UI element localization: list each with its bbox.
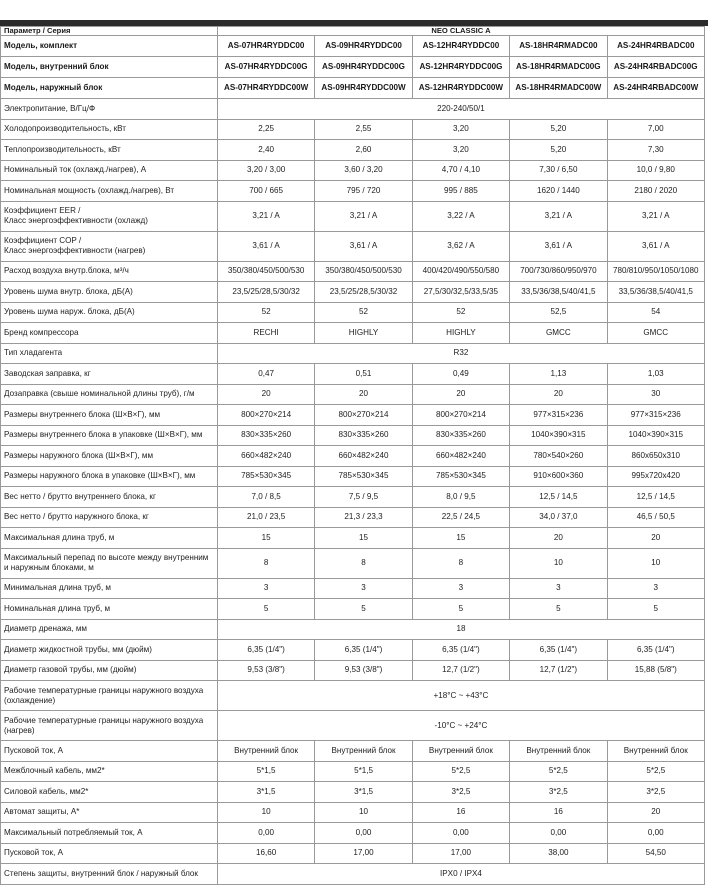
value-cell: 910×600×360: [510, 466, 607, 487]
value-cell: 21,0 / 23,5: [217, 507, 314, 528]
param-label: Автомат защиты, А*: [1, 802, 218, 823]
model-value-cell: AS-09HR4RYDDC00W: [315, 78, 412, 99]
value-cell: 54,50: [607, 843, 704, 864]
value-cell: 5: [315, 599, 412, 620]
model-row: [1, 57, 705, 78]
spec-row: [1, 823, 705, 844]
model-value-cell: AS-18HR4RMADC00W: [510, 78, 607, 99]
spec-row: [1, 181, 705, 202]
value-cell: 12,5 / 14,5: [510, 487, 607, 508]
model-value-cell: AS-07HR4RYDDC00G: [217, 57, 314, 78]
value-cell: 785×530×345: [412, 466, 509, 487]
value-cell: 52: [315, 302, 412, 323]
value-cell: 23,5/25/28,5/30/32: [315, 282, 412, 303]
param-label: Диаметр дренажа, мм: [1, 619, 218, 640]
value-cell: 780/810/950/1050/1080: [607, 261, 704, 282]
value-cell: 2,60: [315, 140, 412, 161]
value-cell: 3*1,5: [217, 782, 314, 803]
param-label: Заводская заправка, кг: [1, 364, 218, 385]
value-cell: 3,21 / A: [217, 201, 314, 231]
param-label: Коэффициент COP / Класс энергоэффективности (нагрев): [1, 231, 218, 261]
value-cell: 350/380/450/500/530: [315, 261, 412, 282]
value-cell: 8: [315, 548, 412, 578]
value-cell: 2180 / 2020: [607, 181, 704, 202]
spec-row: [1, 384, 705, 405]
value-cell: 2,25: [217, 119, 314, 140]
value-cell: 15: [315, 528, 412, 549]
value-cell: 3,61 / A: [607, 231, 704, 261]
value-cell: 780×540×260: [510, 446, 607, 467]
param-label: Максимальный перепад по высоте между внутренним и наружным блоками, м: [1, 548, 218, 578]
value-cell: 3,20: [412, 140, 509, 161]
value-cell: 1,13: [510, 364, 607, 385]
param-series-label: Параметр / Серия: [1, 27, 218, 36]
value-cell: 15: [217, 528, 314, 549]
value-cell: 5*2,5: [412, 761, 509, 782]
value-cell: 3: [315, 578, 412, 599]
merged-value-cell: +18°C ~ +43°C: [217, 681, 704, 711]
value-cell: 10,0 / 9,80: [607, 160, 704, 181]
param-label: Размеры наружного блока в упаковке (Ш×В×Г), мм: [1, 466, 218, 487]
value-cell: 7,0 / 8,5: [217, 487, 314, 508]
value-cell: HIGHLY: [412, 323, 509, 344]
value-cell: 785×530×345: [217, 466, 314, 487]
spec-row: [1, 302, 705, 323]
value-cell: 1620 / 1440: [510, 181, 607, 202]
value-cell: RECHI: [217, 323, 314, 344]
value-cell: 16,60: [217, 843, 314, 864]
value-cell: 2,40: [217, 140, 314, 161]
value-cell: 16: [510, 802, 607, 823]
value-cell: 0,00: [510, 823, 607, 844]
value-cell: 3: [412, 578, 509, 599]
param-label: Пусковой ток, А: [1, 843, 218, 864]
value-cell: 700 / 665: [217, 181, 314, 202]
value-cell: 8,0 / 9,5: [412, 487, 509, 508]
value-cell: 7,30: [607, 140, 704, 161]
value-cell: 5: [607, 599, 704, 620]
value-cell: 0,00: [315, 823, 412, 844]
param-label: Холодопроизводительность, кВт: [1, 119, 218, 140]
value-cell: 38,00: [510, 843, 607, 864]
model-value-cell: AS-24HR4RBADC00: [607, 36, 704, 57]
value-cell: 3,21 / A: [607, 201, 704, 231]
value-cell: 660×482×240: [412, 446, 509, 467]
value-cell: Внутренний блок: [412, 741, 509, 762]
spec-row: [1, 741, 705, 762]
value-cell: 5,20: [510, 140, 607, 161]
value-cell: 830×335×260: [412, 425, 509, 446]
param-label: Электропитание, В/Гц/Ф: [1, 99, 218, 120]
value-cell: 3: [217, 578, 314, 599]
value-cell: 3,61 / A: [315, 231, 412, 261]
model-value-cell: AS-12HR4RYDDC00: [412, 36, 509, 57]
model-row-label: Модель, внутренний блок: [1, 57, 218, 78]
value-cell: 795 / 720: [315, 181, 412, 202]
value-cell: 0,49: [412, 364, 509, 385]
param-label: Диаметр газовой трубы, мм (дюйм): [1, 660, 218, 681]
value-cell: 830×335×260: [217, 425, 314, 446]
spec-row: [1, 323, 705, 344]
top-bar: [0, 0, 708, 22]
model-value-cell: AS-09HR4RYDDC00G: [315, 57, 412, 78]
value-cell: 34,0 / 37,0: [510, 507, 607, 528]
model-row: [1, 36, 705, 57]
spec-row: [1, 548, 705, 578]
spec-row: [1, 466, 705, 487]
model-value-cell: AS-12HR4RYDDC00G: [412, 57, 509, 78]
value-cell: 23,5/25/28,5/30/32: [217, 282, 314, 303]
spec-row: [1, 405, 705, 426]
value-cell: 400/420/490/550/580: [412, 261, 509, 282]
spec-row: [1, 425, 705, 446]
spec-row: [1, 578, 705, 599]
value-cell: 3,21 / A: [315, 201, 412, 231]
value-cell: 54: [607, 302, 704, 323]
value-cell: 20: [607, 528, 704, 549]
value-cell: 0,00: [607, 823, 704, 844]
spec-row: [1, 201, 705, 231]
value-cell: 3*2,5: [510, 782, 607, 803]
value-cell: 46,5 / 50,5: [607, 507, 704, 528]
value-cell: 52,5: [510, 302, 607, 323]
value-cell: 800×270×214: [412, 405, 509, 426]
spec-row: [1, 343, 705, 364]
value-cell: 27,5/30/32,5/33,5/35: [412, 282, 509, 303]
value-cell: 6,35 (1/4"): [412, 640, 509, 661]
value-cell: 6,35 (1/4"): [217, 640, 314, 661]
spec-row: [1, 231, 705, 261]
spec-row: [1, 681, 705, 711]
value-cell: 2,55: [315, 119, 412, 140]
value-cell: 10: [315, 802, 412, 823]
value-cell: GMCC: [607, 323, 704, 344]
model-value-cell: AS-24HR4RBADC00G: [607, 57, 704, 78]
value-cell: 3,21 / A: [510, 201, 607, 231]
param-label: Дозаправка (свыше номинальной длины труб), г/м: [1, 384, 218, 405]
value-cell: 7,30 / 6,50: [510, 160, 607, 181]
spec-row: [1, 282, 705, 303]
value-cell: 17,00: [315, 843, 412, 864]
value-cell: Внутренний блок: [607, 741, 704, 762]
spec-row: [1, 140, 705, 161]
spec-row: [1, 487, 705, 508]
value-cell: 10: [217, 802, 314, 823]
value-cell: 12,7 (1/2"): [510, 660, 607, 681]
model-row-label: Модель, наружный блок: [1, 78, 218, 99]
value-cell: 7,5 / 9,5: [315, 487, 412, 508]
value-cell: 3,22 / A: [412, 201, 509, 231]
spec-row: [1, 782, 705, 803]
param-label: Номинальная длина труб, м: [1, 599, 218, 620]
spec-row: [1, 160, 705, 181]
spec-row: [1, 864, 705, 885]
value-cell: 10: [607, 548, 704, 578]
param-label: Номинальная мощность (охлажд./нагрев), Вт: [1, 181, 218, 202]
value-cell: 17,00: [412, 843, 509, 864]
spec-row: [1, 619, 705, 640]
value-cell: 3*1,5: [315, 782, 412, 803]
value-cell: Внутренний блок: [510, 741, 607, 762]
value-cell: 1040×390×315: [607, 425, 704, 446]
value-cell: 15,88 (5/8"): [607, 660, 704, 681]
value-cell: 660×482×240: [217, 446, 314, 467]
param-label: Силовой кабель, мм2*: [1, 782, 218, 803]
param-label: Размеры внутреннего блока в упаковке (Ш×В×Г), мм: [1, 425, 218, 446]
param-label: Теплопроизводительность, кВт: [1, 140, 218, 161]
model-value-cell: AS-18HR4RMADC00G: [510, 57, 607, 78]
param-label: Межблочный кабель, мм2*: [1, 761, 218, 782]
merged-value-cell: 18: [217, 619, 704, 640]
value-cell: 5,20: [510, 119, 607, 140]
param-label: Номинальный ток (охлажд./нагрев), А: [1, 160, 218, 181]
value-cell: 5*2,5: [607, 761, 704, 782]
spec-row: [1, 507, 705, 528]
value-cell: 20: [510, 528, 607, 549]
series-row: [1, 27, 705, 36]
value-cell: 20: [510, 384, 607, 405]
param-label: Бренд компрессора: [1, 323, 218, 344]
param-label: Уровень шума наруж. блока, дБ(А): [1, 302, 218, 323]
spec-row: [1, 119, 705, 140]
spec-row: [1, 711, 705, 741]
param-label: Тип хладагента: [1, 343, 218, 364]
value-cell: 9,53 (3/8"): [315, 660, 412, 681]
value-cell: 800×270×214: [217, 405, 314, 426]
merged-value-cell: -10°C ~ +24°C: [217, 711, 704, 741]
value-cell: Внутренний блок: [217, 741, 314, 762]
value-cell: 5: [217, 599, 314, 620]
value-cell: 8: [217, 548, 314, 578]
spec-row: [1, 446, 705, 467]
param-label: Размеры наружного блока (Ш×В×Г), мм: [1, 446, 218, 467]
value-cell: 3,62 / A: [412, 231, 509, 261]
value-cell: 995 / 885: [412, 181, 509, 202]
param-label: Диаметр жидкостной трубы, мм (дюйм): [1, 640, 218, 661]
value-cell: 15: [412, 528, 509, 549]
value-cell: 3,61 / A: [217, 231, 314, 261]
value-cell: 52: [217, 302, 314, 323]
value-cell: 6,35 (1/4"): [607, 640, 704, 661]
value-cell: 0,47: [217, 364, 314, 385]
value-cell: 977×315×236: [607, 405, 704, 426]
value-cell: 860x650x310: [607, 446, 704, 467]
param-label: Рабочие температурные границы наружного воздуха (нагрев): [1, 711, 218, 741]
value-cell: 52: [412, 302, 509, 323]
value-cell: 350/380/450/500/530: [217, 261, 314, 282]
param-label: Рабочие температурные границы наружного воздуха (охлаждение): [1, 681, 218, 711]
value-cell: 21,3 / 23,3: [315, 507, 412, 528]
param-label: Расход воздуха внутр.блока, м³/ч: [1, 261, 218, 282]
spec-row: [1, 599, 705, 620]
series-name: NEO CLASSIC A: [217, 27, 704, 36]
value-cell: 3: [607, 578, 704, 599]
value-cell: 20: [607, 802, 704, 823]
spec-row: [1, 761, 705, 782]
value-cell: 5*1,5: [315, 761, 412, 782]
value-cell: 6,35 (1/4"): [510, 640, 607, 661]
param-label: Минимальная длина труб, м: [1, 578, 218, 599]
value-cell: 0,51: [315, 364, 412, 385]
param-label: Пусковой ток, А: [1, 741, 218, 762]
spec-row: [1, 802, 705, 823]
value-cell: 30: [607, 384, 704, 405]
param-label: Уровень шума внутр. блока, дБ(А): [1, 282, 218, 303]
value-cell: 830×335×260: [315, 425, 412, 446]
value-cell: 3,20: [412, 119, 509, 140]
model-value-cell: AS-07HR4RYDDC00W: [217, 78, 314, 99]
value-cell: 0,00: [412, 823, 509, 844]
value-cell: 5*1,5: [217, 761, 314, 782]
spec-row: [1, 261, 705, 282]
value-cell: HIGHLY: [315, 323, 412, 344]
spec-row: [1, 528, 705, 549]
spec-row: [1, 99, 705, 120]
value-cell: 3,20 / 3,00: [217, 160, 314, 181]
value-cell: 8: [412, 548, 509, 578]
param-label: Степень защиты, внутренний блок / наружный блок: [1, 864, 218, 885]
value-cell: 977×315×236: [510, 405, 607, 426]
spec-table: [0, 26, 705, 885]
value-cell: 4,70 / 4,10: [412, 160, 509, 181]
value-cell: 9,53 (3/8"): [217, 660, 314, 681]
value-cell: 33,5/36/38,5/40/41,5: [607, 282, 704, 303]
model-value-cell: AS-12HR4RYDDC00W: [412, 78, 509, 99]
param-label: Размеры внутреннего блока (Ш×В×Г), мм: [1, 405, 218, 426]
value-cell: 20: [412, 384, 509, 405]
value-cell: 785×530×345: [315, 466, 412, 487]
value-cell: 33,5/36/38,5/40/41,5: [510, 282, 607, 303]
value-cell: 20: [217, 384, 314, 405]
value-cell: 6,35 (1/4"): [315, 640, 412, 661]
merged-value-cell: R32: [217, 343, 704, 364]
value-cell: 3: [510, 578, 607, 599]
value-cell: 10: [510, 548, 607, 578]
value-cell: 3*2,5: [412, 782, 509, 803]
param-label: Максимальная длина труб, м: [1, 528, 218, 549]
param-label: Коэффициент EER / Класс энергоэффективности (охлажд): [1, 201, 218, 231]
value-cell: 1,03: [607, 364, 704, 385]
model-row: [1, 78, 705, 99]
value-cell: 0,00: [217, 823, 314, 844]
value-cell: GMCC: [510, 323, 607, 344]
model-value-cell: AS-07HR4RYDDC00: [217, 36, 314, 57]
value-cell: 3,60 / 3,20: [315, 160, 412, 181]
spec-row: [1, 640, 705, 661]
value-cell: 700/730/860/950/970: [510, 261, 607, 282]
spec-row: [1, 364, 705, 385]
value-cell: Внутренний блок: [315, 741, 412, 762]
param-label: Вес нетто / брутто наружного блока, кг: [1, 507, 218, 528]
spec-row: [1, 660, 705, 681]
value-cell: 800×270×214: [315, 405, 412, 426]
value-cell: 20: [315, 384, 412, 405]
value-cell: 5*2,5: [510, 761, 607, 782]
spec-row: [1, 843, 705, 864]
value-cell: 1040×390×315: [510, 425, 607, 446]
value-cell: 7,00: [607, 119, 704, 140]
param-label: Максимальный потребляемый ток, А: [1, 823, 218, 844]
value-cell: 22,5 / 24,5: [412, 507, 509, 528]
spec-table-body: [1, 27, 705, 885]
value-cell: 660×482×240: [315, 446, 412, 467]
model-value-cell: AS-09HR4RYDDC00: [315, 36, 412, 57]
value-cell: 3,61 / A: [510, 231, 607, 261]
merged-value-cell: IPX0 / IPX4: [217, 864, 704, 885]
value-cell: 12,7 (1/2"): [412, 660, 509, 681]
param-label: Вес нетто / брутто внутреннего блока, кг: [1, 487, 218, 508]
model-row-label: Модель, комплект: [1, 36, 218, 57]
merged-value-cell: 220-240/50/1: [217, 99, 704, 120]
model-value-cell: AS-18HR4RMADC00: [510, 36, 607, 57]
value-cell: 5: [412, 599, 509, 620]
model-value-cell: AS-24HR4RBADC00W: [607, 78, 704, 99]
value-cell: 995x720x420: [607, 466, 704, 487]
value-cell: 5: [510, 599, 607, 620]
value-cell: 16: [412, 802, 509, 823]
value-cell: 3*2,5: [607, 782, 704, 803]
value-cell: 12,5 / 14,5: [607, 487, 704, 508]
